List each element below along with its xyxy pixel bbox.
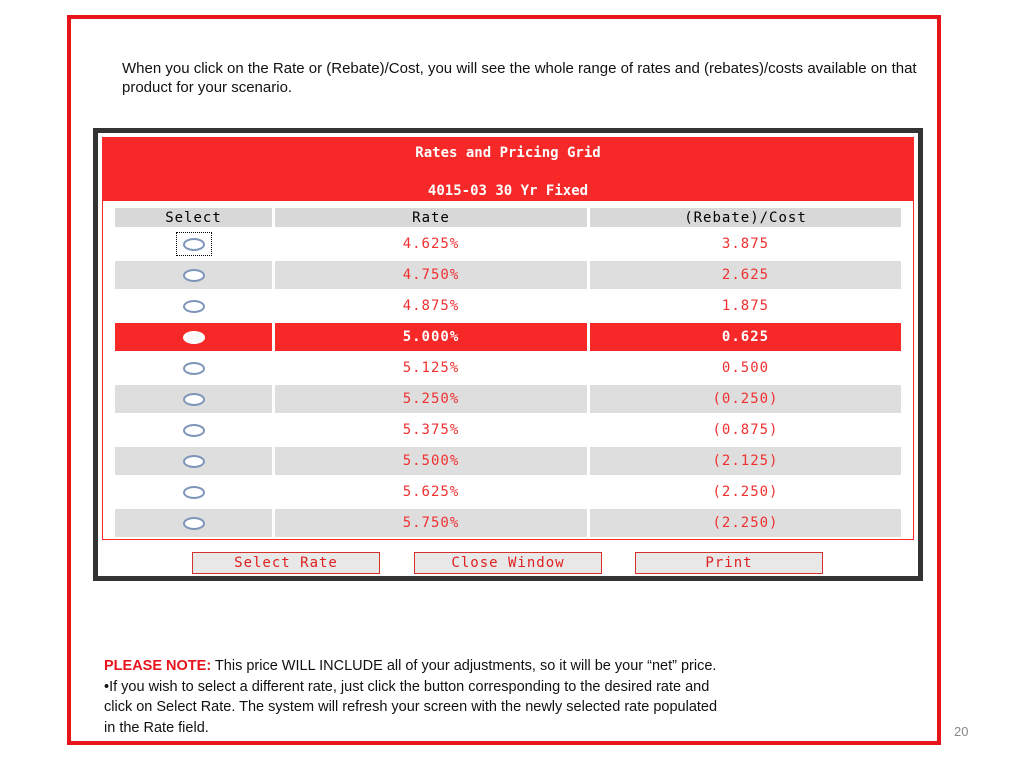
radio-wrap [183,453,205,469]
rates-table-body [115,230,901,537]
rate-cell[interactable]: 4.625% [275,230,587,258]
radio-wrap [183,422,205,438]
rates-pricing-window [93,128,923,581]
radio-wrap [183,484,205,500]
select-cell [115,292,272,320]
table-row[interactable] [115,354,901,382]
radio-wrap [183,267,205,283]
cost-cell[interactable]: (2.250) [590,478,901,506]
select-rate-button[interactable]: Select Rate [192,552,380,574]
rate-cell[interactable]: 5.250% [275,385,587,413]
cost-cell[interactable]: (2.125) [590,447,901,475]
cost-cell[interactable]: 1.875 [590,292,901,320]
cost-cell[interactable]: 0.500 [590,354,901,382]
rate-radio-button[interactable] [183,238,205,251]
rates-pricing-panel [98,133,918,576]
rate-radio-button[interactable] [183,517,205,530]
radio-wrap [183,515,205,531]
note-line-1 [104,656,864,677]
rate-radio-button[interactable] [183,269,205,282]
cost-cell[interactable]: 0.625 [590,323,901,351]
rate-cell[interactable]: 5.125% [275,354,587,382]
grid-subtitle: 4015-03 30 Yr Fixed [427,183,589,199]
table-row[interactable] [115,509,901,537]
rate-cell[interactable]: 5.500% [275,447,587,475]
select-cell [115,478,272,506]
column-header-select: Select [115,208,272,227]
rate-cell[interactable]: 5.000% [275,323,587,351]
rate-cell[interactable]: 4.875% [275,292,587,320]
rate-radio-button[interactable] [183,393,205,406]
select-cell [115,261,272,289]
rate-radio-button[interactable] [183,455,205,468]
table-row[interactable] [115,323,901,351]
page-number: 20 [954,724,969,739]
select-cell [115,416,272,444]
cost-cell[interactable]: (2.250) [590,509,901,537]
table-header-row [115,208,901,227]
rate-cell[interactable]: 5.750% [275,509,587,537]
table-row[interactable] [115,292,901,320]
print-button[interactable]: Print [635,552,823,574]
radio-wrap [183,298,205,314]
radio-wrap [183,329,205,345]
rates-table [112,205,904,540]
cost-cell[interactable]: 2.625 [590,261,901,289]
rate-radio-button[interactable] [183,424,205,437]
close-window-button[interactable]: Close Window [414,552,602,574]
radio-wrap [183,391,205,407]
radio-wrap [177,233,211,255]
column-header-cost: (Rebate)/Cost [590,208,901,227]
select-cell [115,385,272,413]
note-text-1: This price WILL INCLUDE all of your adjustments, so it will be your “net” price. [211,658,717,674]
note-label: PLEASE NOTE: [104,658,212,674]
table-row[interactable] [115,385,901,413]
column-header-rate: Rate [275,208,587,227]
rate-radio-button[interactable] [183,331,205,344]
select-cell [115,230,272,258]
select-cell [115,447,272,475]
cost-cell[interactable]: (0.875) [590,416,901,444]
table-row[interactable] [115,447,901,475]
rate-cell[interactable]: 4.750% [275,261,587,289]
grid-header [102,137,914,201]
select-cell [115,323,272,351]
note-line-3: click on Select Rate. The system will refresh your screen with the newly selected rate populated [104,699,718,715]
note-section [104,656,864,738]
rate-radio-button[interactable] [183,486,205,499]
rate-radio-button[interactable] [183,300,205,313]
select-cell [115,509,272,537]
select-cell [115,354,272,382]
cost-cell[interactable]: (0.250) [590,385,901,413]
rate-cell[interactable]: 5.375% [275,416,587,444]
cost-cell[interactable]: 3.875 [590,230,901,258]
table-row[interactable] [115,230,901,258]
table-row[interactable] [115,416,901,444]
rate-cell[interactable]: 5.625% [275,478,587,506]
radio-wrap [183,360,205,376]
note-line-4: in the Rate field. [104,719,209,736]
table-row[interactable] [115,478,901,506]
intro-text: When you click on the Rate or (Rebate)/Cost, you will see the whole range of rates and (rebates)/costs available on that product for your scenario. [122,60,917,96]
grid-title: Rates and Pricing Grid [415,145,601,161]
note-line-2: •If you wish to select a different rate, just click the button corresponding to the desired rate and [104,678,710,695]
table-row[interactable] [115,261,901,289]
rate-radio-button[interactable] [183,362,205,375]
